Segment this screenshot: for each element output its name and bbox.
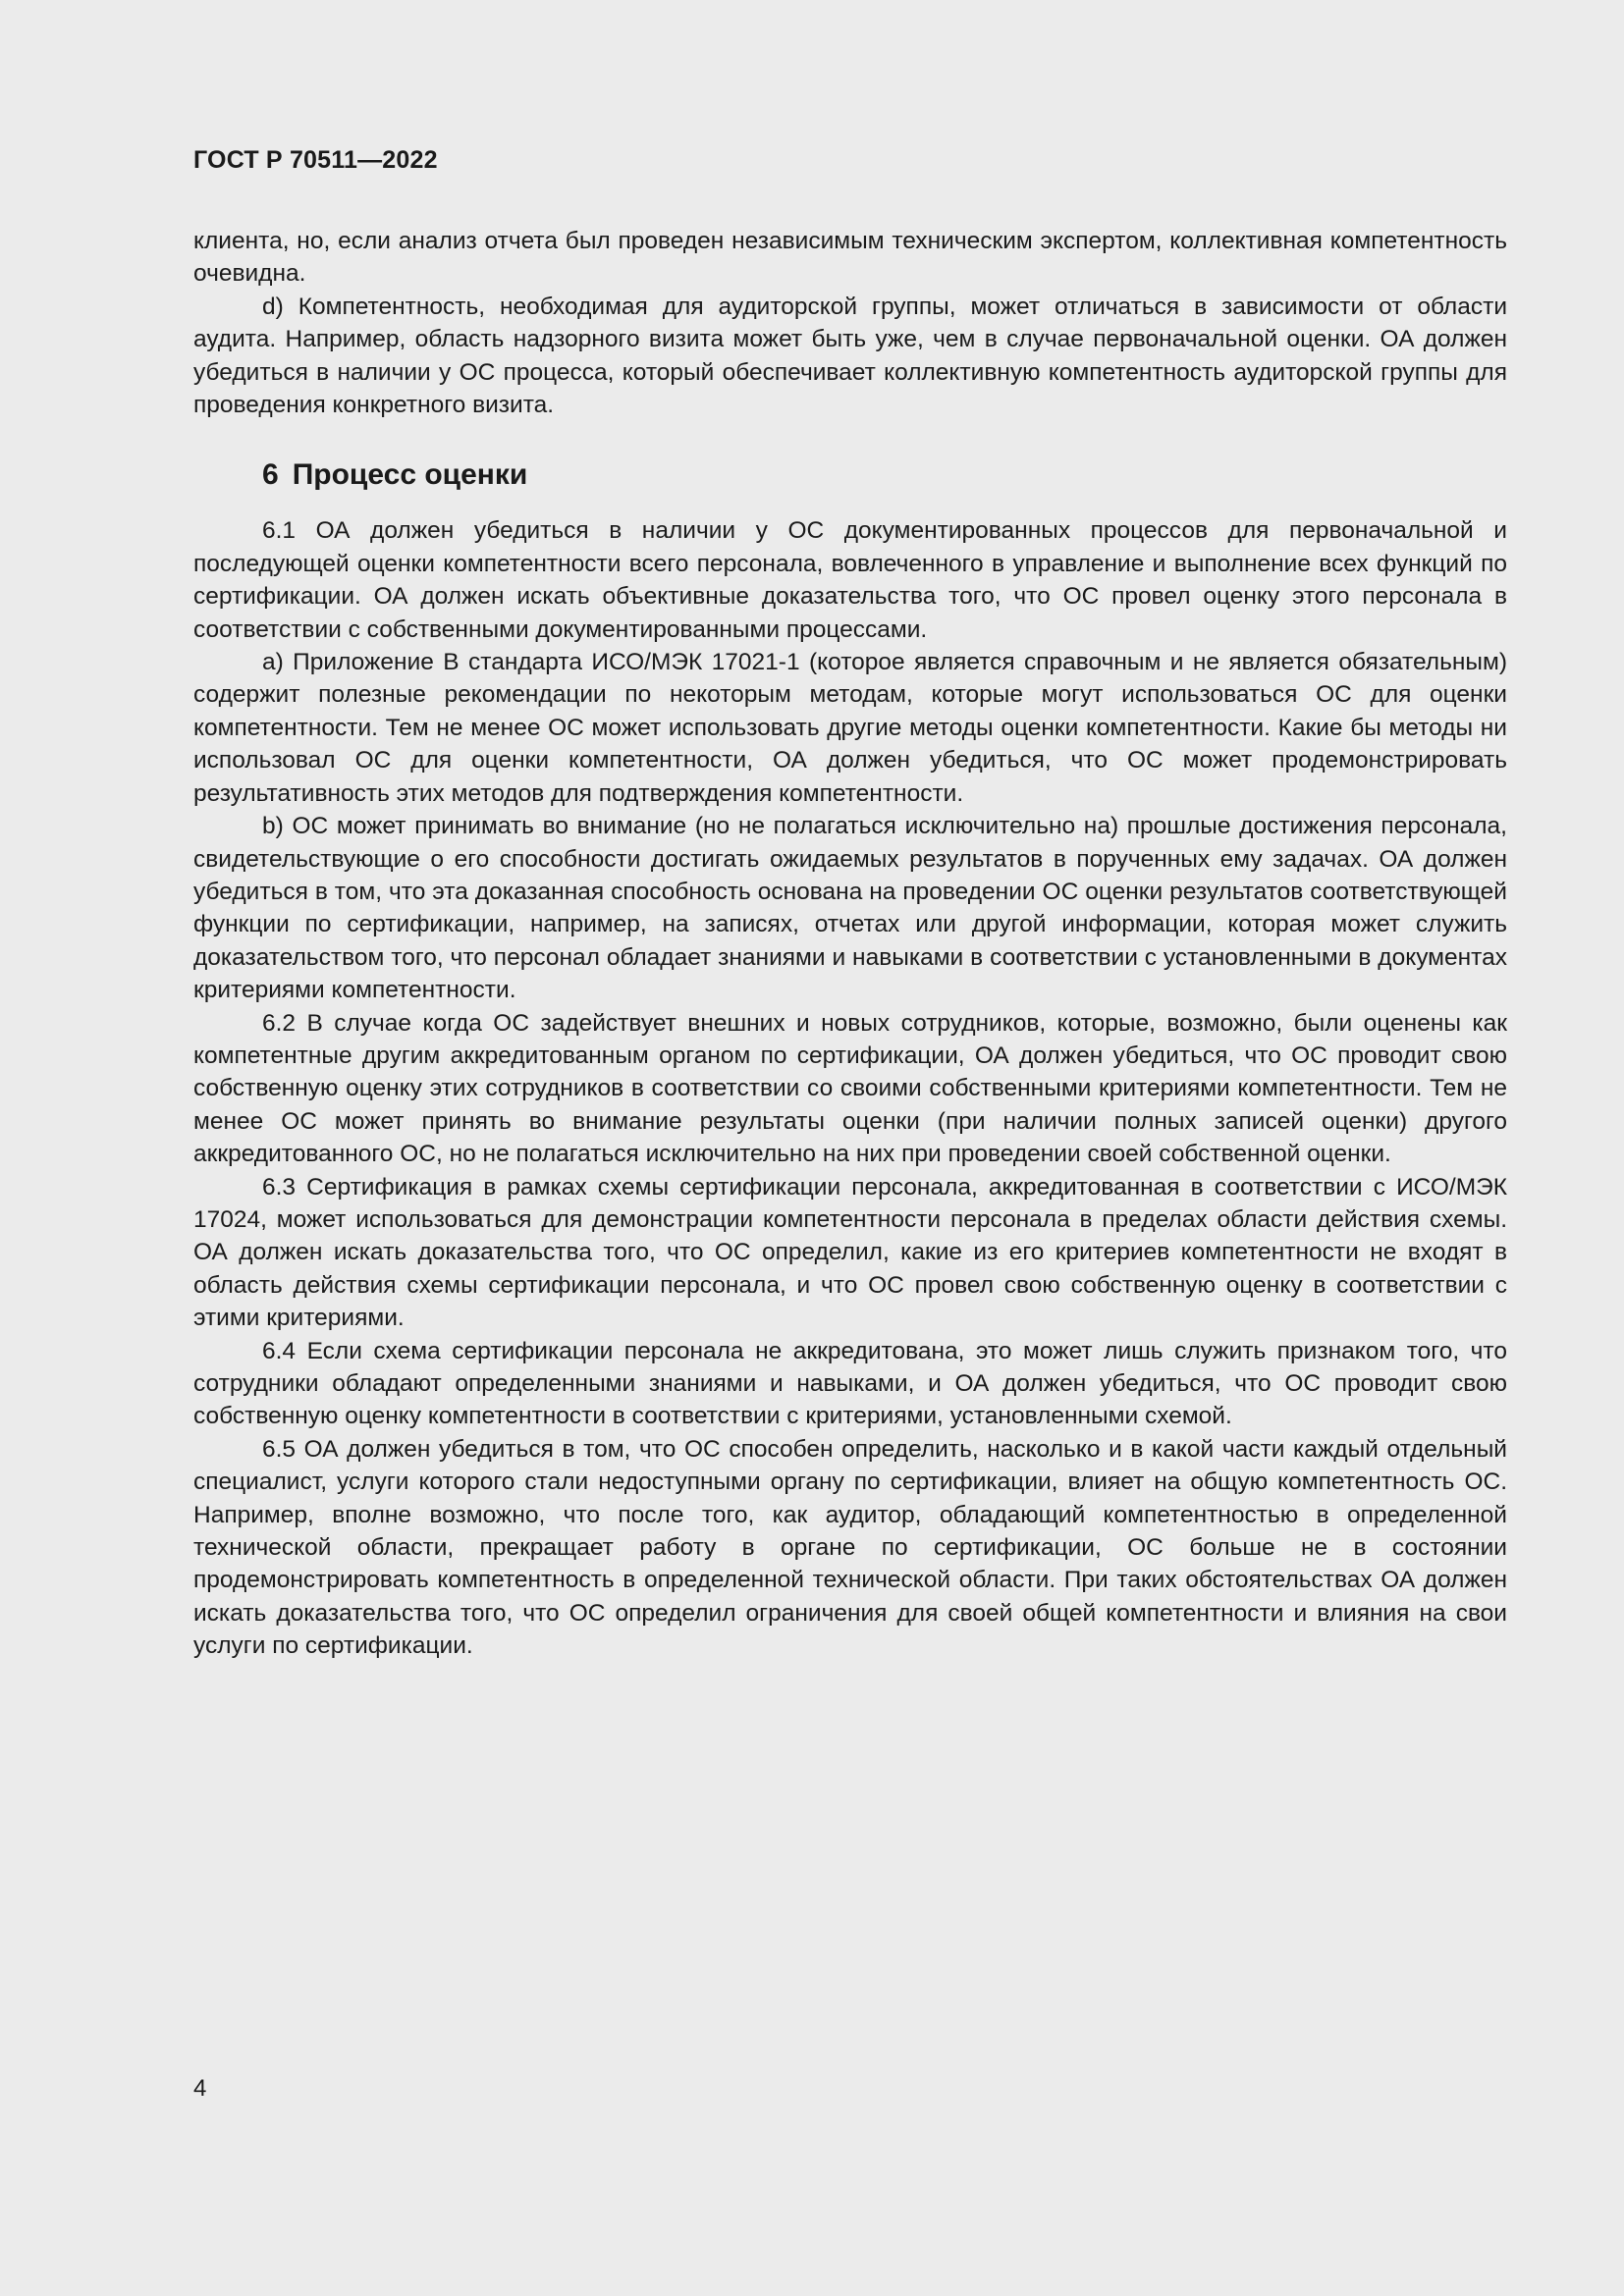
paragraph-continuation: клиента, но, если анализ отчета был проведен независимым техническим экспертом, коллективная компетентность очевидна. <box>193 228 1507 288</box>
paragraph-6-4: 6.4 Если схема сертификации персонала не аккредитована, это может лишь служить признаком того, что сотрудники обладают определенными знаниями и навыками, и ОА должен убедиться, что ОС проводит свою собственную оценку компетентности в соответствии с критериями, установленными схемой. <box>193 1337 1507 1430</box>
paragraph-6-5: 6.5 ОА должен убедиться в том, что ОС способен определить, насколько и в какой части каждый отдельный специалист, услуги которого стали недоступными органу по сертификации, влияет на общую компетентность ОС. Например, вполне возможно, что после того, как аудитор, обладающий компетентностью в определенной технической области, прекращает работу в органе по сертификации, ОС больше не в состоянии продемонстрировать компетентность в определенной технической области. При таких обстоятельствах ОА должен искать доказательства того, что ОС определил ограничения для своей общей компетентности и влияния на свои услуги по сертификации. <box>193 1435 1507 1660</box>
paragraph-item-d: d) Компетентность, необходимая для аудиторской группы, может отличаться в зависимости от области аудита. Например, область надзорного визита может быть уже, чем в случае первоначальной оценки. ОА должен убедиться в наличии у ОС процесса, который обеспечивает коллективную компетентность аудиторской группы для проведения конкретного визита. <box>193 293 1507 419</box>
paragraph-6-3: 6.3 Сертификация в рамках схемы сертификации персонала, аккредитованная в соответствии с ИСО/МЭК 17024, может использоваться для демонстрации компетентности персонала в пределах области действия схемы. ОА должен искать доказательства того, что ОС определил, какие из его критериев компетентности не входят в область действия схемы сертификации персонала, и что ОС провел свою собственную оценку в соответствии с этими критериями. <box>193 1173 1507 1332</box>
document-header <box>193 146 438 175</box>
section-number: 6 <box>262 458 279 492</box>
paragraph-6-1: 6.1 ОА должен убедиться в наличии у ОС документированных процессов для первоначальной и последующей оценки компетентности всего персонала, вовлеченного в управление и выполнение всех функций по сертификации. ОА должен искать объективные доказательства того, что ОС провел оценку этого персонала в соответствии с собственными документированными процессами. <box>193 517 1507 643</box>
paragraph-6-1-a: a) Приложение В стандарта ИСО/МЭК 17021-1 (которое является справочным и не является обязательным) содержит полезные рекомендации по некоторым методам, которые могут использоваться ОС для оценки компетентности. Тем не менее ОС может использовать другие методы оценки компетентности. Какие бы методы ни использовал ОС для оценки компетентности, ОА должен убедиться, что ОС может продемонстрировать результативность этих методов для подтверждения компетентности. <box>193 649 1507 807</box>
document-id: ГОСТ Р 70511—2022 <box>193 146 438 174</box>
paragraph-6-1-b: b) ОС может принимать во внимание (но не полагаться исключительно на) прошлые достижения персонала, свидетельствующие о его способности достигать ожидаемых результатов в порученных ему задачах. ОА должен убедиться в том, что эта доказанная способность основана на проведении ОС оценки результатов соответствующей функции по сертификации, например, на записях, отчетах или другой информации, которая может служить доказательством того, что персонал обладает знаниями и навыками в соответствии с установленными в документах критериями компетентности. <box>193 813 1507 1004</box>
page-number: 4 <box>193 2075 207 2102</box>
section-heading <box>262 457 1507 493</box>
document-body <box>193 225 1507 1663</box>
paragraph-6-2: 6.2 В случае когда ОС задействует внешних и новых сотрудников, которые, возможно, были оценены как компетентные другим аккредитованным органом по сертификации, ОА должен убедиться, что ОС проводит свою собственную оценку этих сотрудников в соответствии со своими собственными критериями компетентности. Тем не менее ОС может принять во внимание результаты оценки (при наличии полных записей оценки) другого аккредитованного ОС, но не полагаться исключительно на них при проведении своей собственной оценки. <box>193 1009 1507 1168</box>
section-title: Процесс оценки <box>292 458 528 492</box>
